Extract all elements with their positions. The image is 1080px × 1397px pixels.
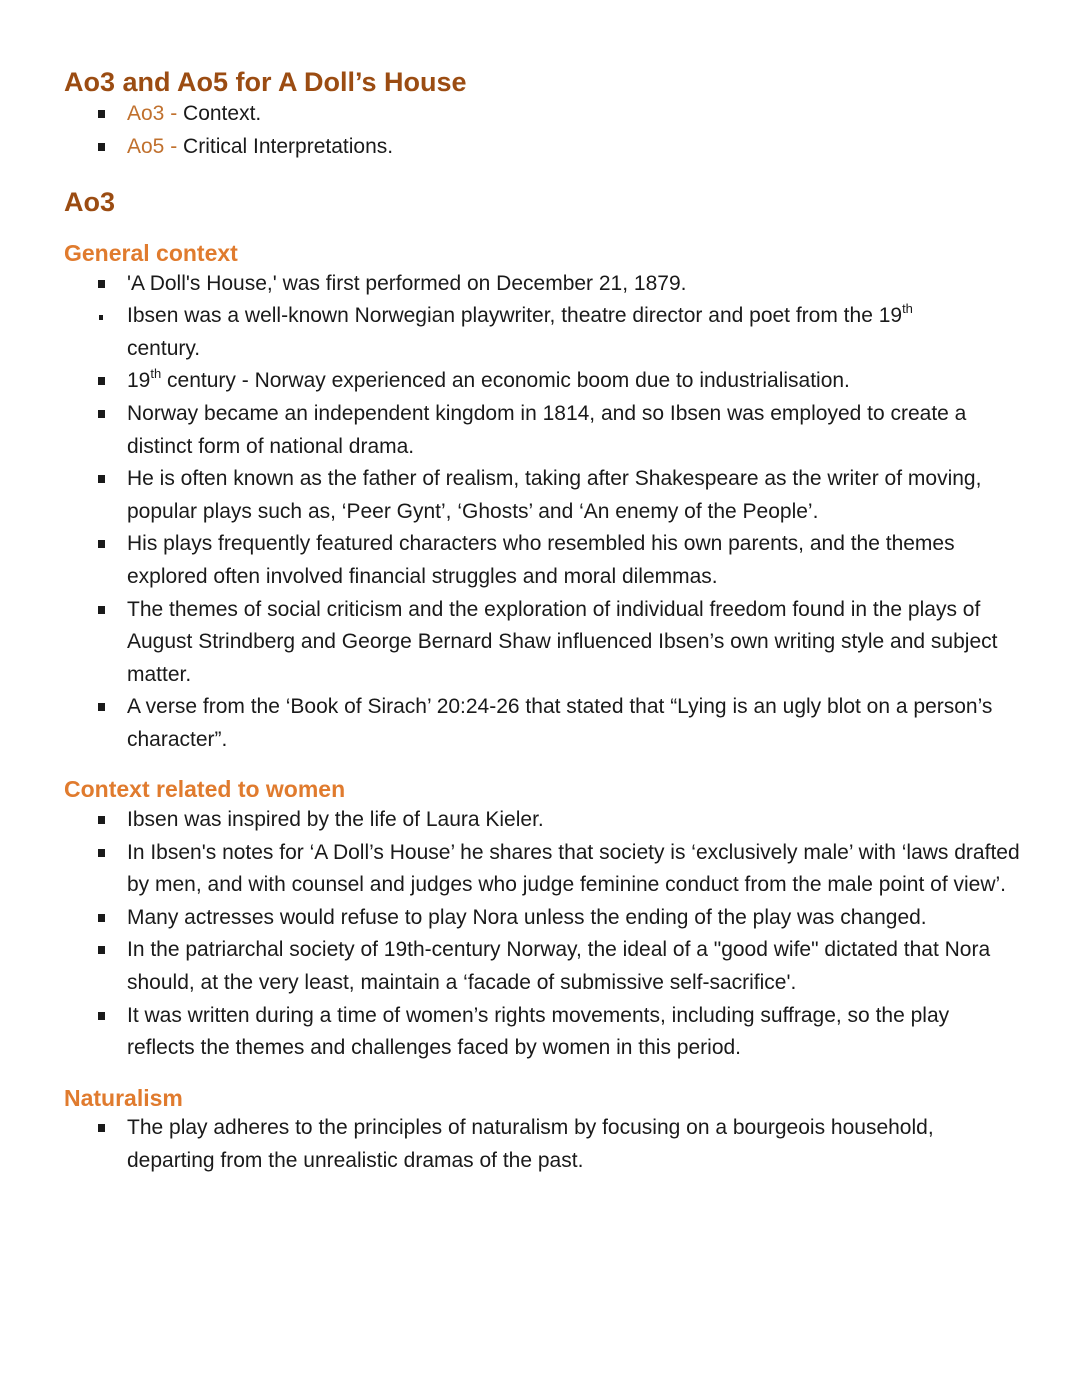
naturalism-list: [64, 1112, 1020, 1177]
square-bullet-icon: [98, 849, 105, 857]
square-bullet-icon: [99, 315, 103, 320]
list-item: A verse from the ‘Book of Sirach’ 20:24-26 that stated that “Lying is an ugly blot on a person’s character”.: [127, 691, 1020, 756]
list-item: The play adheres to the principles of naturalism by focusing on a bourgeois household, departing from the unrealistic dramas of the past.: [127, 1112, 1020, 1177]
square-bullet-icon: [98, 946, 105, 954]
document-title: Ao3 and Ao5 for A Doll’s House: [64, 67, 467, 97]
square-bullet-icon: [98, 540, 105, 548]
ao3-heading: Ao3: [64, 186, 116, 217]
list-item: Ibsen was a well-known Norwegian playwriter, theatre director and poet from the 19th century.: [127, 300, 1020, 365]
square-bullet-icon: [98, 1012, 105, 1020]
square-bullet-icon: [98, 703, 105, 711]
list-item: 19th century - Norway experienced an economic boom due to industrialisation.: [127, 365, 1020, 398]
intro-text: Critical Interpretations.: [183, 134, 394, 158]
list-item: The themes of social criticism and the exploration of individual freedom found in the plays of August Strindberg and George Bernard Shaw influenced Ibsen’s own writing style and subject matter.: [127, 594, 1020, 692]
ao-code: Ao5 -: [127, 134, 184, 158]
general-context-list: [64, 268, 1020, 757]
square-bullet-icon: [98, 143, 105, 151]
intro-text: Context.: [183, 102, 262, 126]
list-item: Many actresses would refuse to play Nora unless the ending of the play was changed.: [127, 902, 1020, 935]
list-item: It was written during a time of women’s rights movements, including suffrage, so the play reflects the themes and challenges faced by women in this period.: [127, 1000, 1020, 1065]
women-context-heading: Context related to women: [64, 776, 346, 803]
square-bullet-icon: [98, 110, 105, 118]
list-item: 'A Doll's House,' was first performed on December 21, 1879.: [127, 268, 1020, 301]
square-bullet-icon: [98, 410, 105, 418]
list-item: He is often known as the father of realism, taking after Shakespeare as the writer of moving, popular plays such as, ‘Peer Gynt’, ‘Ghosts’ and ‘An enemy of the People’.: [127, 463, 1020, 528]
square-bullet-icon: [98, 816, 105, 824]
list-item: In the patriarchal society of 19th-century Norway, the ideal of a "good wife" dictated that Nora should, at the very least, maintain a ‘facade of submissive self-sacrifice'.: [127, 934, 1020, 999]
square-bullet-icon: [98, 914, 105, 922]
square-bullet-icon: [98, 606, 105, 614]
naturalism-heading: Naturalism: [64, 1084, 183, 1111]
women-context-list: [64, 804, 1020, 1065]
square-bullet-icon: [98, 1124, 105, 1132]
square-bullet-icon: [98, 280, 105, 288]
list-item: [127, 98, 1020, 131]
list-item: Norway became an independent kingdom in 1814, and so Ibsen was employed to create a distinct form of national drama.: [127, 398, 1020, 463]
square-bullet-icon: [98, 377, 105, 385]
square-bullet-icon: [98, 475, 105, 483]
list-item: [127, 131, 1020, 164]
intro-list: [64, 98, 1020, 163]
list-item: Ibsen was inspired by the life of Laura Kieler.: [127, 804, 1020, 837]
list-item: In Ibsen's notes for ‘A Doll’s House’ he shares that society is ‘exclusively male’ with ‘laws drafted by men, and with counsel and judges who judge feminine conduct from the male point of view’.: [127, 837, 1020, 902]
list-item: His plays frequently featured characters who resembled his own parents, and the themes explored often involved financial struggles and moral dilemmas.: [127, 528, 1020, 593]
ao-code: Ao3 -: [127, 102, 184, 126]
general-context-heading: General context: [64, 239, 238, 266]
